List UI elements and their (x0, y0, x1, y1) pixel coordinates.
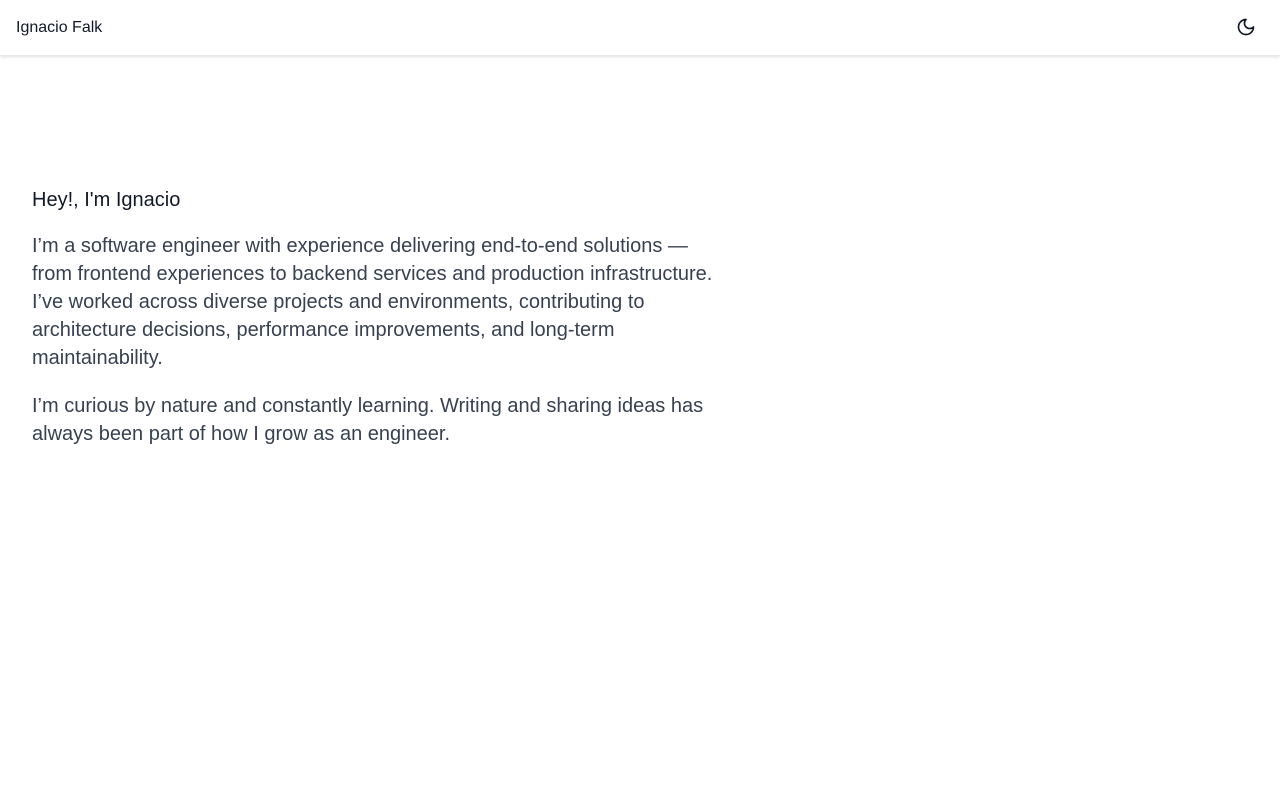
top-navigation-bar (0, 0, 1280, 56)
theme-toggle-button[interactable] (1230, 12, 1262, 44)
moon-icon (1236, 17, 1256, 40)
intro-paragraph: I’m a software engineer with experience delivering end-to-end solutions — from frontend experiences to backend services and production infrastructure. I’ve worked across diverse projects and environments, contributing to architecture decisions, performance improvements, and long-term maintainability. (32, 235, 713, 369)
greeting-heading: Hey!, I'm Ignacio (32, 189, 181, 211)
intro-section (32, 186, 732, 448)
intro-paragraph: I’m curious by nature and constantly learning. Writing and sharing ideas has always been part of how I grow as an engineer. (32, 395, 704, 445)
site-name-link[interactable]: Ignacio Falk (16, 19, 103, 36)
